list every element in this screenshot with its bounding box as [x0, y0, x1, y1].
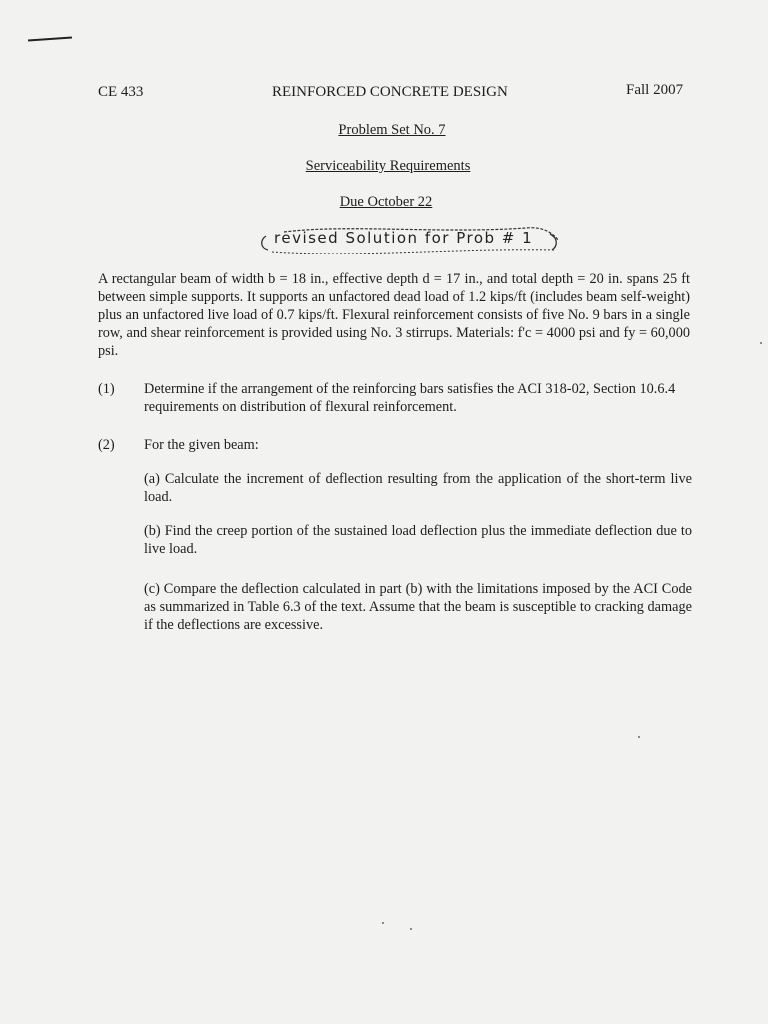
question-text: For the given beam:	[144, 437, 259, 453]
scan-speck	[760, 342, 762, 344]
due-date: Due October 22	[339, 194, 433, 210]
problem-set-title: Problem Set No. 7	[338, 122, 446, 138]
course-code: CE 433	[98, 84, 144, 100]
scan-speck	[382, 922, 384, 924]
term: Fall 2007	[626, 82, 684, 98]
subquestion-c: (c) Compare the deflection calculated in part (b) with the limitations imposed by the ACI Code as summarized in Table 6.3 of the text. Assume that the beam is susceptible to cracking damage if the deflections are excessive.	[144, 581, 692, 633]
annotation-text: revised Solution for Prob # 1	[274, 229, 534, 247]
problem-statement: A rectangular beam of width b = 18 in., effective depth d = 17 in., and total depth = 20 in. spans 25 ft between simple supports. It supports an unfactored dead load of 1.2 kips/ft (includes beam self-weight) plus an unfactored live load of 0.7 kips/ft. Flexural reinforcement consists of five No. 9 bars in a single row, and shear reinforcement is provided using No. 3 stirrups. Materials: f'c = 4000 psi and fy = 60,000 psi.	[98, 271, 690, 359]
scan-speck	[410, 928, 412, 930]
subquestion-b: (b) Find the creep portion of the sustained load deflection plus the immediate deflection due to live load.	[144, 523, 692, 557]
handwritten-annotation	[258, 226, 560, 254]
question-text: Determine if the arrangement of the reinforcing bars satisfies the ACI 318-02, Section 10.6.4 requirements on distribution of flexural reinforcement.	[144, 381, 676, 415]
topic-title: Serviceability Requirements	[305, 158, 471, 174]
question-number: (2)	[98, 437, 115, 453]
scan-speck	[638, 736, 640, 738]
course-title: REINFORCED CONCRETE DESIGN	[272, 84, 508, 100]
pen-mark	[28, 36, 72, 41]
question-number: (1)	[98, 381, 115, 397]
subquestion-a: (a) Calculate the increment of deflection resulting from the application of the short-term live load.	[144, 471, 692, 505]
